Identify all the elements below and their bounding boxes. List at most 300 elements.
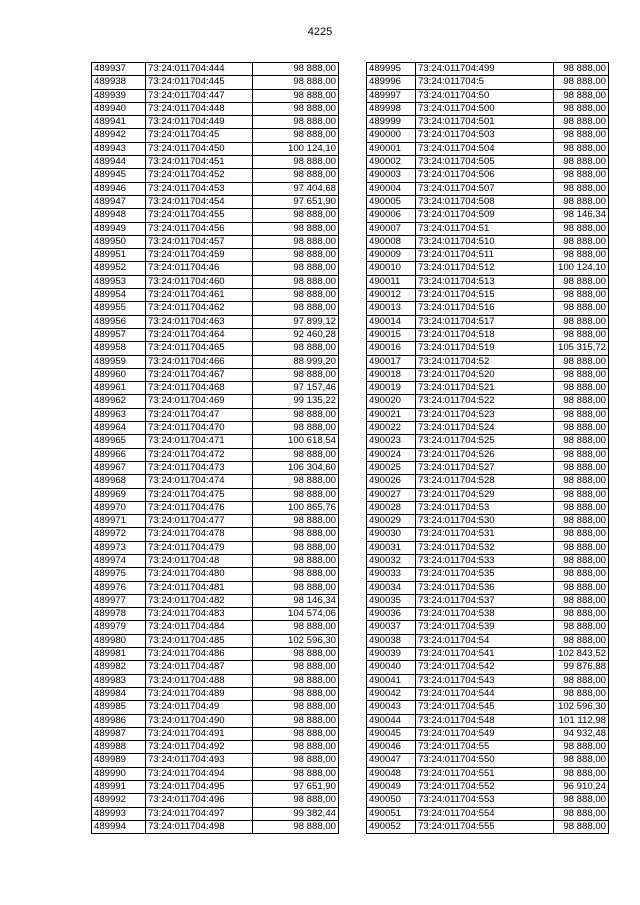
cadastral-number: 73:24:011704:452 — [146, 169, 253, 182]
cadastral-number: 73:24:011704:447 — [146, 89, 253, 102]
cadastral-value: 98 888,00 — [253, 515, 339, 528]
table-row — [367, 621, 609, 634]
cadastral-value: 98 888,00 — [554, 129, 609, 142]
cadastral-value: 98 888,00 — [554, 182, 609, 195]
row-number: 489999 — [367, 116, 416, 129]
row-number: 489994 — [92, 820, 146, 833]
cadastral-number: 73:24:011704:464 — [146, 328, 253, 341]
row-number: 490031 — [367, 541, 416, 554]
row-number: 490043 — [367, 701, 416, 714]
cadastral-value: 98 888,00 — [554, 554, 609, 567]
cadastral-value: 98 888,00 — [253, 235, 339, 248]
row-number: 490052 — [367, 820, 416, 833]
cadastral-value: 98 888,00 — [253, 302, 339, 315]
table-row — [367, 289, 609, 302]
cadastral-value: 106 304,60 — [253, 461, 339, 474]
table-row — [92, 648, 339, 661]
row-number: 489977 — [92, 594, 146, 607]
cadastral-number: 73:24:011704:449 — [146, 116, 253, 129]
row-number: 490018 — [367, 368, 416, 381]
cadastral-value: 100 124,10 — [253, 142, 339, 155]
cadastral-value: 88 999,20 — [253, 355, 339, 368]
cadastral-value: 98 888,00 — [554, 275, 609, 288]
cadastral-number: 73:24:011704:54 — [416, 634, 554, 647]
cadastral-value: 98 888,00 — [554, 581, 609, 594]
cadastral-value: 98 888,00 — [554, 488, 609, 501]
cadastral-number: 73:24:011704:550 — [416, 754, 554, 767]
cadastral-number: 73:24:011704:551 — [416, 767, 554, 780]
cadastral-value: 98 888,00 — [253, 156, 339, 169]
row-number: 489968 — [92, 475, 146, 488]
row-number: 489963 — [92, 408, 146, 421]
cadastral-number: 73:24:011704:463 — [146, 315, 253, 328]
row-number: 489981 — [92, 648, 146, 661]
table-row — [367, 116, 609, 129]
cadastral-value: 98 888,00 — [554, 528, 609, 541]
row-number: 490013 — [367, 302, 416, 315]
table-row — [92, 661, 339, 674]
table-row — [367, 714, 609, 727]
table-row — [367, 515, 609, 528]
cadastral-number: 73:24:011704:480 — [146, 568, 253, 581]
cadastral-number: 73:24:011704:554 — [416, 807, 554, 820]
table-row — [367, 435, 609, 448]
row-number: 490042 — [367, 687, 416, 700]
cadastral-number: 73:24:011704:49 — [146, 701, 253, 714]
cadastral-number: 73:24:011704:537 — [416, 594, 554, 607]
table-row — [367, 368, 609, 381]
cadastral-number: 73:24:011704:487 — [146, 661, 253, 674]
cadastral-number: 73:24:011704:520 — [416, 368, 554, 381]
cadastral-number: 73:24:011704:517 — [416, 315, 554, 328]
table-row — [92, 541, 339, 554]
table-row — [92, 315, 339, 328]
row-number: 490050 — [367, 794, 416, 807]
table-row — [92, 568, 339, 581]
cadastral-number: 73:24:011704:450 — [146, 142, 253, 155]
row-number: 490029 — [367, 515, 416, 528]
row-number: 490038 — [367, 634, 416, 647]
row-number: 490024 — [367, 448, 416, 461]
table-row — [367, 475, 609, 488]
row-number: 489938 — [92, 76, 146, 89]
cadastral-value: 98 888,00 — [554, 89, 609, 102]
cadastral-number: 73:24:011704:501 — [416, 116, 554, 129]
cadastral-value: 98 888,00 — [554, 820, 609, 833]
table-row — [92, 781, 339, 794]
cadastral-value: 98 888,00 — [253, 714, 339, 727]
row-number: 489959 — [92, 355, 146, 368]
cadastral-value: 97 157,46 — [253, 382, 339, 395]
table-row — [367, 395, 609, 408]
table-row — [367, 102, 609, 115]
table-row — [92, 222, 339, 235]
cadastral-value: 98 888,00 — [253, 754, 339, 767]
row-number: 490008 — [367, 235, 416, 248]
row-number: 489974 — [92, 554, 146, 567]
cadastral-value: 98 888,00 — [253, 741, 339, 754]
cadastral-number: 73:24:011704:555 — [416, 820, 554, 833]
cadastral-value: 98 888,00 — [554, 63, 609, 76]
row-number: 490016 — [367, 342, 416, 355]
cadastral-value: 98 888,00 — [554, 422, 609, 435]
row-number: 490019 — [367, 382, 416, 395]
row-number: 489961 — [92, 382, 146, 395]
row-number: 490020 — [367, 395, 416, 408]
row-number: 489944 — [92, 156, 146, 169]
table-row — [367, 328, 609, 341]
row-number: 490040 — [367, 661, 416, 674]
table-row — [367, 741, 609, 754]
cadastral-number: 73:24:011704:519 — [416, 342, 554, 355]
cadastral-number: 73:24:011704:460 — [146, 275, 253, 288]
table-row — [92, 262, 339, 275]
table-row — [92, 76, 339, 89]
row-number: 489947 — [92, 195, 146, 208]
table-row — [367, 355, 609, 368]
table-row — [367, 235, 609, 248]
cadastral-number: 73:24:011704:495 — [146, 781, 253, 794]
cadastral-value: 98 888,00 — [253, 116, 339, 129]
row-number: 490003 — [367, 169, 416, 182]
cadastral-value: 98 146,34 — [253, 594, 339, 607]
table-row — [92, 674, 339, 687]
table-row — [92, 289, 339, 302]
table-row — [367, 794, 609, 807]
table-row — [92, 235, 339, 248]
cadastral-value: 98 888,00 — [554, 289, 609, 302]
cadastral-value: 98 888,00 — [253, 621, 339, 634]
table-row — [367, 142, 609, 155]
table-row — [92, 195, 339, 208]
table-row — [92, 581, 339, 594]
cadastral-number: 73:24:011704:539 — [416, 621, 554, 634]
row-number: 489955 — [92, 302, 146, 315]
cadastral-value: 98 888,00 — [554, 501, 609, 514]
table-row — [367, 767, 609, 780]
row-number: 490021 — [367, 408, 416, 421]
cadastral-number: 73:24:011704:496 — [146, 794, 253, 807]
table-left-body — [92, 63, 339, 834]
row-number: 490026 — [367, 475, 416, 488]
row-number: 489979 — [92, 621, 146, 634]
cadastral-number: 73:24:011704:55 — [416, 741, 554, 754]
row-number: 489971 — [92, 515, 146, 528]
row-number: 490044 — [367, 714, 416, 727]
row-number: 489940 — [92, 102, 146, 115]
row-number: 489943 — [92, 142, 146, 155]
cadastral-value: 98 888,00 — [554, 142, 609, 155]
cadastral-number: 73:24:011704:461 — [146, 289, 253, 302]
cadastral-number: 73:24:011704:510 — [416, 235, 554, 248]
table-right-body — [367, 63, 609, 834]
cadastral-value: 98 888,00 — [554, 475, 609, 488]
cadastral-number: 73:24:011704:493 — [146, 754, 253, 767]
cadastral-number: 73:24:011704:46 — [146, 262, 253, 275]
cadastral-value: 98 888,00 — [554, 302, 609, 315]
row-number: 489965 — [92, 435, 146, 448]
cadastral-number: 73:24:011704:469 — [146, 395, 253, 408]
cadastral-number: 73:24:011704:462 — [146, 302, 253, 315]
row-number: 489992 — [92, 794, 146, 807]
cadastral-value: 98 888,00 — [253, 674, 339, 687]
cadastral-number: 73:24:011704:552 — [416, 781, 554, 794]
cadastral-value: 98 888,00 — [253, 129, 339, 142]
table-row — [92, 687, 339, 700]
cadastral-number: 73:24:011704:531 — [416, 528, 554, 541]
table-row — [92, 807, 339, 820]
cadastral-value: 98 888,00 — [554, 754, 609, 767]
table-row — [367, 807, 609, 820]
cadastral-value: 98 888,00 — [554, 156, 609, 169]
cadastral-number: 73:24:011704:499 — [416, 63, 554, 76]
table-row — [367, 222, 609, 235]
cadastral-value: 98 888,00 — [554, 621, 609, 634]
cadastral-number: 73:24:011704:518 — [416, 328, 554, 341]
cadastral-value: 92 460,28 — [253, 328, 339, 341]
cadastral-number: 73:24:011704:457 — [146, 235, 253, 248]
row-number: 490007 — [367, 222, 416, 235]
cadastral-number: 73:24:011704:479 — [146, 541, 253, 554]
row-number: 489988 — [92, 741, 146, 754]
table-row — [92, 102, 339, 115]
cadastral-value: 98 888,00 — [253, 262, 339, 275]
row-number: 490041 — [367, 674, 416, 687]
cadastral-value: 98 888,00 — [554, 169, 609, 182]
table-row — [92, 475, 339, 488]
cadastral-value: 98 888,00 — [554, 116, 609, 129]
cadastral-value: 98 888,00 — [253, 368, 339, 381]
cadastral-number: 73:24:011704:541 — [416, 648, 554, 661]
cadastral-number: 73:24:011704:474 — [146, 475, 253, 488]
cadastral-value: 98 888,00 — [253, 63, 339, 76]
row-number: 490002 — [367, 156, 416, 169]
cadastral-value: 98 888,00 — [554, 634, 609, 647]
cadastral-number: 73:24:011704:538 — [416, 608, 554, 621]
row-number: 490028 — [367, 501, 416, 514]
row-number: 489939 — [92, 89, 146, 102]
cadastral-number: 73:24:011704:476 — [146, 501, 253, 514]
cadastral-number: 73:24:011704:512 — [416, 262, 554, 275]
table-row — [92, 209, 339, 222]
row-number: 489993 — [92, 807, 146, 820]
cadastral-number: 73:24:011704:535 — [416, 568, 554, 581]
row-number: 489956 — [92, 315, 146, 328]
row-number: 490001 — [367, 142, 416, 155]
table-row — [92, 727, 339, 740]
cadastral-number: 73:24:011704:527 — [416, 461, 554, 474]
cadastral-number: 73:24:011704:486 — [146, 648, 253, 661]
table-row — [367, 182, 609, 195]
cadastral-number: 73:24:011704:456 — [146, 222, 253, 235]
cadastral-value: 98 888,00 — [253, 275, 339, 288]
table-row — [92, 488, 339, 501]
cadastral-number: 73:24:011704:529 — [416, 488, 554, 501]
cadastral-number: 73:24:011704:468 — [146, 382, 253, 395]
cadastral-value: 98 888,00 — [554, 315, 609, 328]
cadastral-value: 98 888,00 — [554, 594, 609, 607]
table-row — [92, 182, 339, 195]
cadastral-number: 73:24:011704:53 — [416, 501, 554, 514]
table-row — [367, 169, 609, 182]
cadastral-number: 73:24:011704:481 — [146, 581, 253, 594]
row-number: 489949 — [92, 222, 146, 235]
cadastral-number: 73:24:011704:465 — [146, 342, 253, 355]
row-number: 490009 — [367, 249, 416, 262]
table-row — [367, 63, 609, 76]
table-row — [92, 156, 339, 169]
row-number: 489953 — [92, 275, 146, 288]
row-number: 489957 — [92, 328, 146, 341]
table-row — [92, 528, 339, 541]
cadastral-number: 73:24:011704:536 — [416, 581, 554, 594]
cadastral-value: 98 888,00 — [554, 382, 609, 395]
row-number: 490017 — [367, 355, 416, 368]
cadastral-number: 73:24:011704:52 — [416, 355, 554, 368]
cadastral-value: 98 888,00 — [554, 515, 609, 528]
cadastral-number: 73:24:011704:530 — [416, 515, 554, 528]
cadastral-value: 98 888,00 — [253, 342, 339, 355]
table-row — [92, 608, 339, 621]
row-number: 490030 — [367, 528, 416, 541]
table-row — [92, 794, 339, 807]
cadastral-value: 98 888,00 — [554, 408, 609, 421]
table-row — [92, 382, 339, 395]
cadastral-value: 102 843,52 — [554, 648, 609, 661]
row-number: 489964 — [92, 422, 146, 435]
cadastral-value: 98 888,00 — [253, 528, 339, 541]
cadastral-number: 73:24:011704:47 — [146, 408, 253, 421]
table-row — [92, 116, 339, 129]
cadastral-number: 73:24:011704:545 — [416, 701, 554, 714]
row-number: 489989 — [92, 754, 146, 767]
table-row — [92, 249, 339, 262]
cadastral-number: 73:24:011704:491 — [146, 727, 253, 740]
table-row — [92, 368, 339, 381]
table-row — [367, 262, 609, 275]
cadastral-number: 73:24:011704:483 — [146, 608, 253, 621]
table-row — [92, 461, 339, 474]
table-row — [367, 661, 609, 674]
cadastral-value: 96 910,24 — [554, 781, 609, 794]
table-row — [367, 275, 609, 288]
cadastral-number: 73:24:011704:497 — [146, 807, 253, 820]
table-row — [92, 501, 339, 514]
cadastral-value: 98 888,00 — [253, 249, 339, 262]
cadastral-number: 73:24:011704:489 — [146, 687, 253, 700]
row-number: 489980 — [92, 634, 146, 647]
row-number: 489942 — [92, 129, 146, 142]
row-number: 489987 — [92, 727, 146, 740]
row-number: 489969 — [92, 488, 146, 501]
cadastral-value: 97 651,90 — [253, 195, 339, 208]
cadastral-value: 98 888,00 — [253, 408, 339, 421]
cadastral-number: 73:24:011704:488 — [146, 674, 253, 687]
cadastral-value: 98 888,00 — [554, 435, 609, 448]
cadastral-number: 73:24:011704:509 — [416, 209, 554, 222]
row-number: 490025 — [367, 461, 416, 474]
row-number: 490039 — [367, 648, 416, 661]
row-number: 489937 — [92, 63, 146, 76]
cadastral-value: 98 888,00 — [554, 235, 609, 248]
cadastral-value: 101 112,98 — [554, 714, 609, 727]
table-row — [367, 302, 609, 315]
row-number: 490037 — [367, 621, 416, 634]
table-row — [367, 727, 609, 740]
table-row — [92, 767, 339, 780]
cadastral-number: 73:24:011704:471 — [146, 435, 253, 448]
cadastral-number: 73:24:011704:490 — [146, 714, 253, 727]
cadastral-number: 73:24:011704:484 — [146, 621, 253, 634]
row-number: 489960 — [92, 368, 146, 381]
cadastral-number: 73:24:011704:482 — [146, 594, 253, 607]
cadastral-value: 98 888,00 — [554, 541, 609, 554]
cadastral-value: 98 888,00 — [554, 741, 609, 754]
row-number: 490051 — [367, 807, 416, 820]
cadastral-value: 98 888,00 — [253, 222, 339, 235]
cadastral-number: 73:24:011704:516 — [416, 302, 554, 315]
table-row — [367, 754, 609, 767]
cadastre-table-right — [366, 62, 609, 834]
row-number: 489970 — [92, 501, 146, 514]
cadastral-value: 98 888,00 — [253, 568, 339, 581]
cadastral-number: 73:24:011704:473 — [146, 461, 253, 474]
row-number: 489973 — [92, 541, 146, 554]
cadastral-value: 104 574,06 — [253, 608, 339, 621]
table-row — [367, 501, 609, 514]
row-number: 490027 — [367, 488, 416, 501]
row-number: 490046 — [367, 741, 416, 754]
table-row — [92, 515, 339, 528]
table-row — [367, 209, 609, 222]
row-number: 489996 — [367, 76, 416, 89]
cadastral-number: 73:24:011704:485 — [146, 634, 253, 647]
cadastral-value: 98 888,00 — [554, 355, 609, 368]
cadastral-number: 73:24:011704:506 — [416, 169, 554, 182]
cadastral-value: 98 888,00 — [253, 89, 339, 102]
row-number: 490049 — [367, 781, 416, 794]
table-row — [367, 674, 609, 687]
table-row — [92, 741, 339, 754]
cadastral-value: 98 888,00 — [554, 249, 609, 262]
cadastral-value: 98 888,00 — [554, 687, 609, 700]
cadastral-value: 98 888,00 — [253, 209, 339, 222]
cadastral-value: 98 888,00 — [253, 475, 339, 488]
cadastral-value: 99 382,44 — [253, 807, 339, 820]
cadastral-value: 98 888,00 — [554, 608, 609, 621]
cadastral-number: 73:24:011704:51 — [416, 222, 554, 235]
cadastral-number: 73:24:011704:448 — [146, 102, 253, 115]
cadastral-value: 94 932,48 — [554, 727, 609, 740]
row-number: 489990 — [92, 767, 146, 780]
cadastral-value: 98 888,00 — [554, 328, 609, 341]
cadastral-number: 73:24:011704:515 — [416, 289, 554, 302]
cadastral-number: 73:24:011704:523 — [416, 408, 554, 421]
table-row — [92, 355, 339, 368]
cadastral-number: 73:24:011704:532 — [416, 541, 554, 554]
table-row — [367, 594, 609, 607]
cadastral-value: 99 876,88 — [554, 661, 609, 674]
row-number: 490014 — [367, 315, 416, 328]
row-number: 489975 — [92, 568, 146, 581]
cadastral-number: 73:24:011704:504 — [416, 142, 554, 155]
row-number: 490006 — [367, 209, 416, 222]
table-row — [367, 408, 609, 421]
table-row — [367, 568, 609, 581]
table-row — [367, 634, 609, 647]
row-number: 489946 — [92, 182, 146, 195]
cadastral-number: 73:24:011704:45 — [146, 129, 253, 142]
